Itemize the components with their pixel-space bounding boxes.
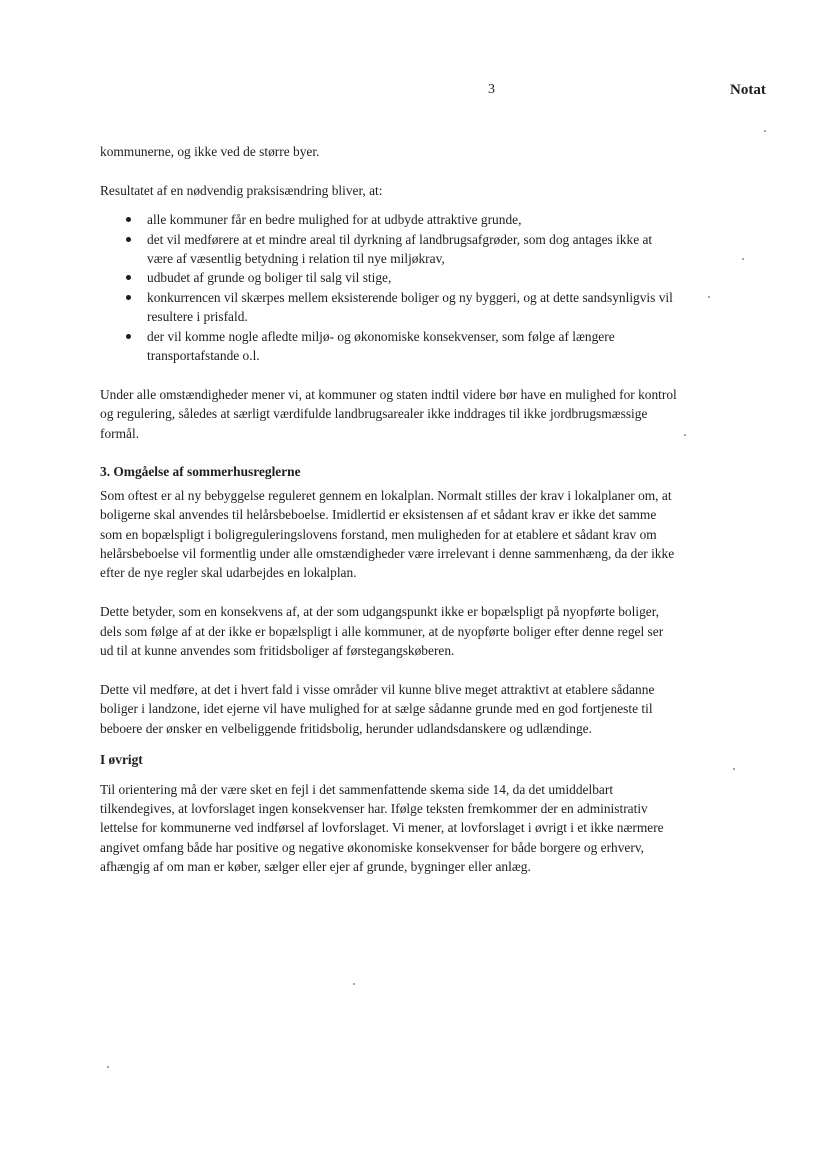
intro-lead: Resultatet af en nødvendig praksisændring bliver, at:	[100, 182, 383, 198]
paragraph-regulation: Under alle omstændigheder mener vi, at kommuner og staten indtil videre bør have en mulighed for kontrol og regulering, således at særligt værdifulde landbrugsarealer ikke inddrages til ikke jordbrugsmæssige formål.	[100, 386, 677, 441]
section-3-heading: 3. Omgåelse af sommerhusreglerne	[100, 464, 301, 480]
list-item: udbudet af grunde og boliger til salg vil stige,	[124, 268, 678, 287]
section-3-paragraph: Dette vil medføre, at det i hvert fald i visse områder vil kunne blive meget attraktivt at etablere sådanne boliger i landzone, idet ejerne vil have mulighed for at sælge sådanne grunde med en god fortjeneste til beboere der ønsker en velbeliggende fritidsbolig, herunder udlandsdanskere og udlændinge.	[100, 681, 655, 736]
list-item: alle kommuner får en bedre mulighed for at udbyde attraktive grunde,	[124, 210, 678, 229]
scan-speck	[764, 130, 766, 132]
section-3-paragraph: Dette betyder, som en konsekvens af, at der som udgangspunkt ikke er bopælspligt på nyopførte boliger, dels som følge af at der ikke er bopælspligt i alle kommuner, at de nyopførte boliger efter denne regel ser ud til at kunne anvendes som fritidsboliger af førstegangskøberen.	[100, 604, 664, 659]
header-label: Notat	[730, 82, 766, 98]
document-body	[100, 142, 678, 896]
scan-speck	[107, 1066, 109, 1068]
intro-continuation: kommunerne, og ikke ved de større byer.	[100, 144, 320, 159]
page-number: 3	[488, 82, 495, 97]
list-item: det vil medførere at et mindre areal til dyrkning af landbrugsafgrøder, som dog antages ikke at være af væsentlig betydning i relation til nye miljøkrav,	[124, 230, 678, 269]
list-item: konkurrencen vil skærpes mellem eksisterende boliger og ny byggeri, og at dette sandsynligvis vil resultere i prisfald.	[124, 288, 678, 327]
section-other-paragraph: Til orientering må der være sket en fejl i det sammenfattende skema side 14, da det umiddelbart tilkendegives, at lovforslaget ingen konsekvenser har. Ifølge teksten fremkommer der en administrativ lettelse for kommunerne ved indførsel af lovforslaget. Vi mener, at lovforslaget i øvrigt i et ikke nærmere angivet omfang både har positive og negative økonomiske konsekvenser for både borgere og erhverv, afhængig af om man er køber, sælger eller ejer af grunde, bygninger eller anlæg.	[100, 781, 664, 875]
section-other-heading: I øvrigt	[100, 752, 143, 768]
scan-speck	[353, 983, 355, 985]
section-3-paragraph: Som oftest er al ny bebyggelse reguleret gennem en lokalplan. Normalt stilles der krav i lokalplaner om, at boligerne skal anvendes til helårsbeboelse. Imidlertid er eksistensen af et sådant krav er ikke det samme som en bopælspligt i boligreguleringslovens forstand, men muligheden for at etablere et sådant krav om helårsbeboelse vil formentlig under alle omstændigheder være irrelevant i denne sammenhæng, da der ikke efter de nye regler skal udarbejdes en lokalplan.	[100, 487, 675, 581]
scan-speck	[708, 296, 710, 298]
scan-speck	[733, 768, 735, 770]
consequence-list	[100, 210, 678, 365]
scan-speck	[684, 434, 686, 436]
list-item: der vil komme nogle afledte miljø- og økonomiske konsekvenser, som følge af længere transportafstande o.l.	[124, 327, 678, 366]
scan-speck	[742, 258, 744, 260]
